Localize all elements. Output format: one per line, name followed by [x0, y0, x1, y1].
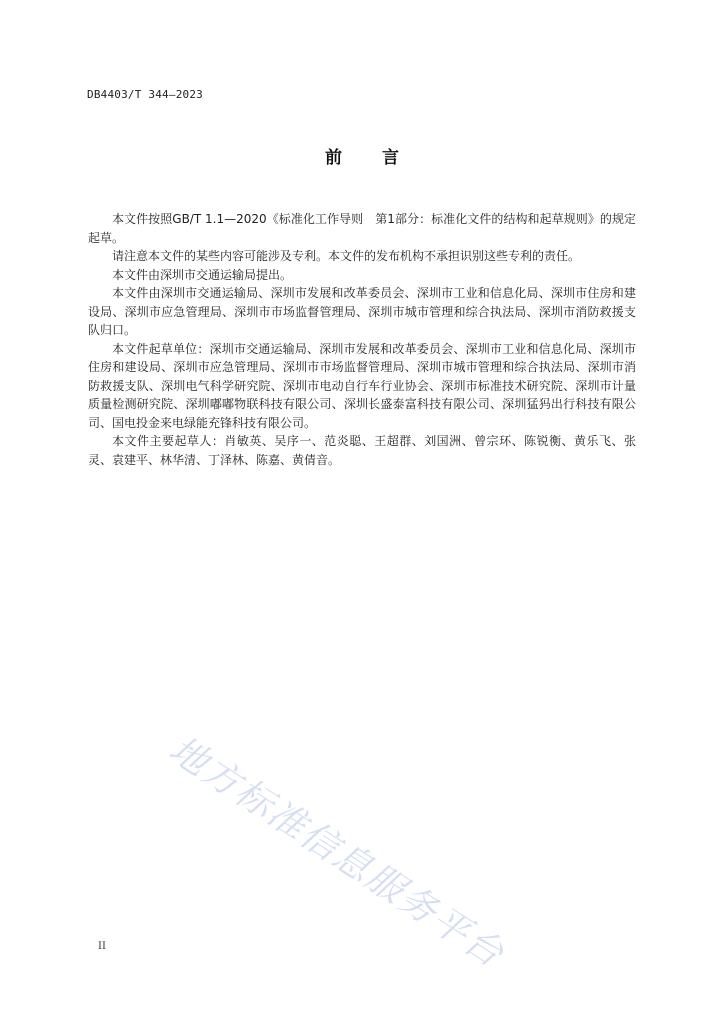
watermark: 地方标准信息服务平台 [161, 727, 513, 977]
page-title: 前言 [325, 148, 439, 168]
paragraph-drafting-rules: 本文件按照GB/T 1.1—2020《标准化工作导则 第1部分：标准化文件的结构和起草规则》的规定起草。 [88, 212, 636, 245]
paragraph-patent-notice: 请注意本文件的某些内容可能涉及专利。本文件的发布机构不承担识别这些专利的责任。 [112, 249, 581, 263]
page-number: II [98, 941, 106, 952]
paragraph-centralized-units: 本文件由深圳市交通运输局、深圳市发展和改革委员会、深圳市工业和信息化局、深圳市住房和建设局、深圳市应急管理局、深圳市市场监督管理局、深圳市城市管理和综合执法局、深圳市消防救援支队归口。 [88, 286, 636, 337]
paragraph-drafters: 本文件主要起草人：肖敏英、吴序一、范炎聪、王超群、刘国洲、曾宗环、陈锐衡、黄乐飞、张灵、袁建平、林华清、丁泽林、陈嘉、黄倩音。 [88, 434, 636, 467]
document-code: DB4403/T 344—2023 [87, 88, 203, 101]
paragraph-drafting-units: 本文件起草单位：深圳市交通运输局、深圳市发展和改革委员会、深圳市工业和信息化局、深圳市住房和建设局、深圳市应急管理局、深圳市市场监督管理局、深圳市城市管理和综合执法局、深圳市消防救援支队、深圳电气科学研究院、深圳市电动自行车行业协会、深圳市标准技术研究院、深圳市计量质量检测研究院、深圳嘟嘟物联科技有限公司、深圳长盛泰富科技有限公司、深圳猛犸出行科技有限公司、国电投金来电绿能充锋科技有限公司。 [88, 341, 636, 430]
foreword-body [88, 210, 636, 469]
paragraph-proposer: 本文件由深圳市交通运输局提出。 [112, 267, 293, 282]
